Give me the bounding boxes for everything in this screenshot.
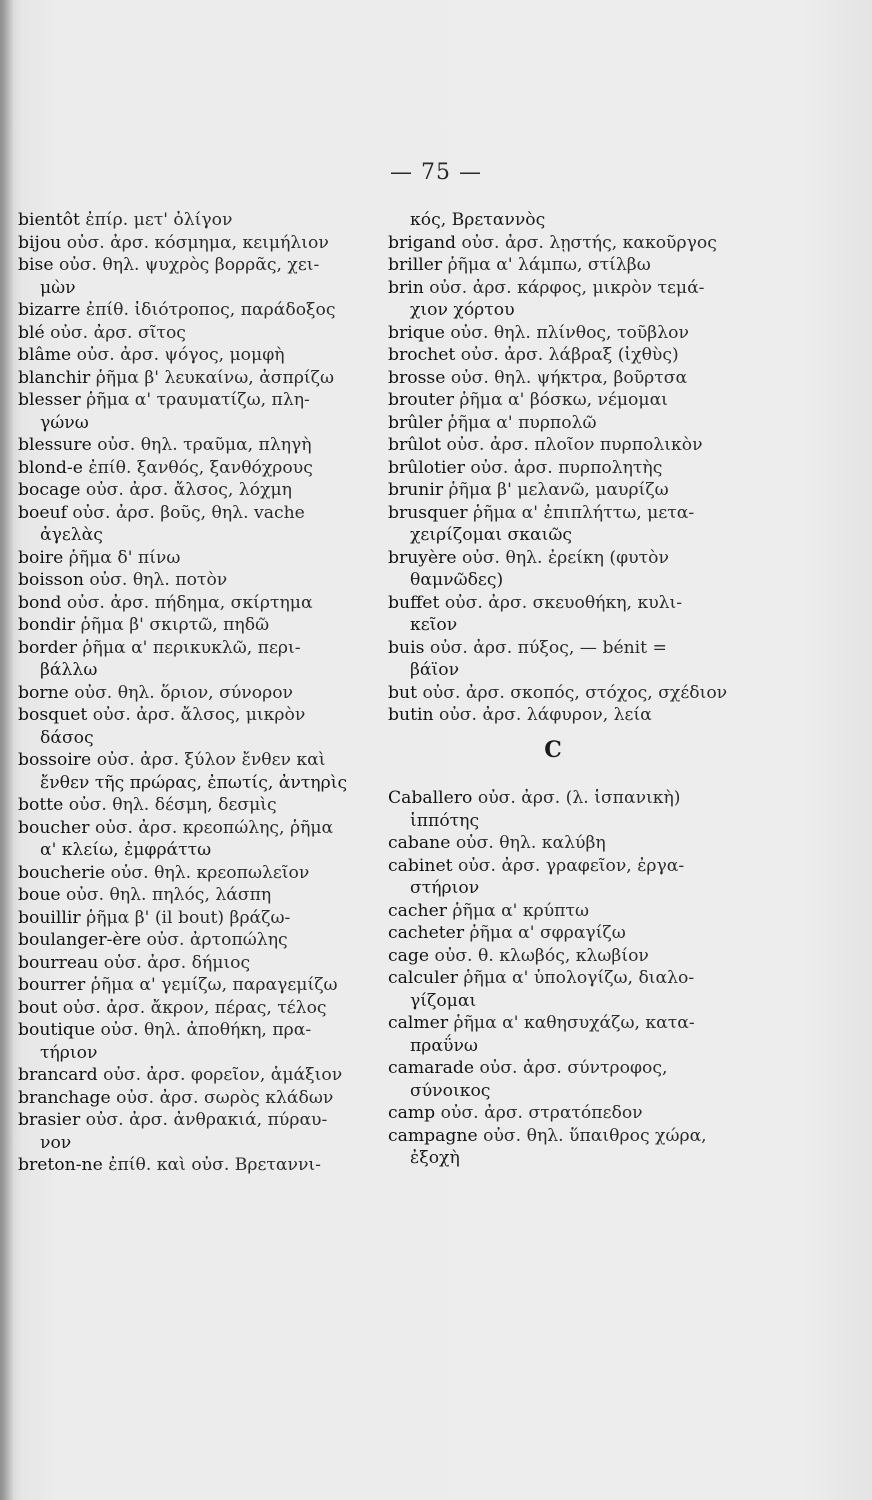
headword: boeuf [18, 502, 67, 523]
entry-continuation: τήριον [40, 1042, 98, 1063]
headword: boue [18, 885, 61, 905]
definition: οὐσ. ἀρτοπώλης [141, 930, 288, 950]
entry-continuation: κός, Βρεταννὸς [410, 210, 546, 230]
definition: οὐσ. ἀρσ. πυρπολητὴς [464, 457, 663, 478]
headword: brûlotier [388, 457, 465, 478]
headword: but [388, 682, 417, 703]
definition: οὐσ. ἀρσ. (λ. ἱσπανικὴ) [472, 788, 681, 808]
headword: butin [388, 705, 434, 725]
definition: οὐσ. ἀρσ. σκευοθήκη, κυλι- [439, 592, 683, 613]
definition: ῥῆμα α' σφραγίζω [464, 923, 626, 943]
dictionary-entry [388, 1012, 748, 1035]
dictionary-entry [388, 1102, 748, 1125]
headword: boulanger-ère [18, 930, 141, 950]
definition: οὐσ. ἀρσ. βοῦς, θηλ. vache [66, 502, 305, 523]
definition: οὐσ. θηλ. καλύβη [450, 833, 606, 853]
dictionary-entry [388, 704, 748, 727]
definition: οὐσ. θηλ. ψήκτρα, βοῦρτσα [445, 367, 688, 388]
definition: ἐπίθ. καὶ οὐσ. Βρεταννι- [102, 1155, 321, 1175]
dictionary-entry [18, 434, 366, 457]
headword: brasier [18, 1110, 81, 1130]
dictionary-entry [388, 922, 748, 945]
dictionary-entry [18, 592, 366, 615]
dictionary-entry [18, 862, 366, 885]
definition: ῥῆμα α' λάμπω, στίλβω [442, 255, 651, 275]
definition: ῥῆμα α' γεμίζω, παραγεμίζω [85, 975, 338, 995]
definition: οὐσ. ἀρσ. λῃστής, κακοῦργος [456, 232, 717, 253]
section-letter: C [544, 736, 562, 763]
headword: bouillir [18, 907, 81, 928]
definition: οὐσ. ἀρσ. κάρφος, μικρὸν τεμά- [423, 277, 705, 298]
headword: blesser [18, 390, 81, 410]
definition: ῥῆμα β' μελανῶ, μαυρίζω [443, 480, 669, 500]
dictionary-entry [18, 794, 366, 817]
definition: ῥῆμα α' ὑπολογίζω, διαλο- [457, 968, 695, 988]
headword: calculer [388, 968, 458, 988]
dictionary-entry [18, 1064, 366, 1087]
definition: οὐσ. θηλ. ποτὸν [83, 570, 228, 590]
entry-continuation: δάσος [40, 727, 94, 748]
dictionary-entry [18, 997, 366, 1020]
definition: οὐσ. ἀρσ. σύντροφος, [474, 1058, 668, 1078]
headword: bocage [18, 480, 81, 500]
definition: ῥῆμα α' καθησυχάζω, κατα- [448, 1013, 695, 1033]
dictionary-entry [18, 884, 366, 907]
headword: boisson [18, 570, 84, 590]
headword: cacheter [388, 923, 465, 943]
headword: blé [18, 322, 45, 343]
definition: ἐπίρ. μετ' ὀλίγον [79, 210, 233, 230]
dictionary-entry [18, 299, 366, 322]
headword: blessure [18, 435, 92, 455]
definition: οὐσ. ἀρσ. κρεοπώλης, ῥῆμα [89, 817, 334, 838]
dictionary-entry [18, 637, 366, 660]
definition: οὐσ. ἀρσ. ψόγος, μομφὴ [71, 345, 285, 365]
dictionary-entry [388, 344, 748, 367]
definition: οὐσ. ἀρσ. γραφεῖον, ἐργα- [452, 855, 685, 876]
headword: buffet [388, 592, 440, 613]
dictionary-entry [388, 832, 748, 855]
entry-continuation: βάϊον [410, 660, 460, 680]
dictionary-entry [18, 952, 366, 975]
entry-continuation: νον [40, 1132, 72, 1153]
dictionary-entry [388, 945, 748, 968]
headword: bourreau [18, 952, 99, 973]
dictionary-entry [18, 929, 366, 952]
dictionary-entry [18, 569, 366, 592]
definition: οὐσ. ἀρσ. σωρὸς κλάδων [110, 1087, 334, 1108]
dictionary-entry [388, 322, 748, 345]
headword: brique [388, 322, 445, 343]
headword: bizarre [18, 300, 81, 320]
headword: brûler [388, 412, 443, 433]
headword: brûlot [388, 435, 442, 455]
headword: brancard [18, 1065, 98, 1085]
definition: οὐσ. θ. κλωβός, κλωβίον [429, 945, 649, 966]
dictionary-entry [388, 389, 748, 412]
dictionary-entry [388, 787, 748, 810]
right-column-top [388, 209, 748, 727]
headword: blâme [18, 345, 72, 365]
headword: boire [18, 547, 64, 568]
headword: cacher [388, 900, 447, 921]
dictionary-entry [18, 344, 366, 367]
headword: buis [388, 637, 425, 658]
dictionary-entry [18, 749, 366, 772]
dictionary-entry [18, 907, 366, 930]
headword: breton-ne [18, 1155, 103, 1175]
dictionary-entry [18, 389, 366, 412]
dictionary-entry [388, 479, 748, 502]
definition: οὐσ. ἀρσ. ἄλσος, μικρὸν [87, 705, 306, 725]
headword: brochet [388, 345, 456, 365]
headword: Caballero [388, 788, 473, 808]
entry-continuation: γώνω [40, 412, 89, 433]
definition: οὐσ. ἀρσ. λάφυρον, λεία [433, 705, 652, 725]
headword: brusquer [388, 502, 468, 523]
headword: blanchir [18, 367, 91, 388]
entry-continuation: ἱππότης [410, 810, 480, 831]
dictionary-entry [388, 254, 748, 277]
dictionary-entry [18, 209, 366, 232]
definition: οὐσ. ἀρσ. σῖτος [44, 322, 186, 343]
dictionary-entry [18, 974, 366, 997]
definition: ῥῆμα α' τραυματίζω, πλη- [80, 390, 310, 410]
dictionary-entry [18, 1087, 366, 1110]
definition: οὐσ. θηλ. δέσμη, δεσμὶς [63, 795, 277, 815]
dictionary-entry [388, 434, 748, 457]
headword: bientôt [18, 210, 80, 230]
definition: οὐσ. ἀρσ. πλοῖον πυρπολικὸν [441, 435, 703, 455]
dictionary-entry [18, 232, 366, 255]
headword: brosse [388, 367, 446, 388]
headword: bijou [18, 232, 62, 253]
entry-continuation: χειρίζομαι σκαιῶς [410, 525, 573, 545]
entry-continuation: μὼν [40, 277, 76, 298]
entry-continuation: κεῖον [410, 615, 458, 635]
dictionary-entry [18, 1019, 366, 1042]
dictionary-entry [18, 367, 366, 390]
entry-continuation: στήριον [410, 878, 480, 898]
definition: οὐσ. θηλ. τραῦμα, πληγὴ [91, 435, 312, 455]
definition: οὐσ. θηλ. κρεοπωλεῖον [105, 862, 310, 883]
dictionary-entry [18, 254, 366, 277]
dictionary-entry [18, 817, 366, 840]
dictionary-entry [388, 232, 748, 255]
definition: ῥῆμα α' πυρπολῶ [442, 412, 597, 433]
entry-continuation: ἔνθεν τῆς πρώρας, ἐπωτίς, ἀντηρὶς [40, 772, 348, 793]
headword: branchage [18, 1087, 111, 1108]
definition: οὐσ. ἀρσ. ἀνθρακιά, πύραυ- [80, 1110, 328, 1130]
right-column-bottom [388, 787, 748, 1170]
definition: οὐσ. θηλ. ψυχρὸς βορρᾶς, χει- [53, 255, 320, 275]
dictionary-entry [388, 367, 748, 390]
dictionary-entry [18, 479, 366, 502]
headword: boucherie [18, 862, 106, 883]
entry-continuation: α' κλείω, ἐμφράττω [40, 840, 212, 860]
left-column [18, 209, 366, 1177]
definition: οὐσ. ἀρσ. ἄκρον, πέρας, τέλος [57, 997, 327, 1018]
definition: ῥῆμα δ' πίνω [63, 547, 181, 568]
definition: οὐσ. θηλ. ὅριον, σύνορον [68, 682, 293, 703]
definition: οὐσ. θηλ. πλίνθος, τοῦβλον [444, 322, 689, 343]
dictionary-entry [388, 900, 748, 923]
dictionary-entry [388, 1125, 748, 1148]
headword: blond-e [18, 457, 83, 478]
dictionary-entry [388, 277, 748, 300]
entry-continuation: ἀγελὰς [40, 525, 103, 545]
definition: οὐσ. θηλ. ἀποθήκη, πρα- [95, 1020, 312, 1040]
entry-continuation: γίζομαι [410, 990, 477, 1011]
headword: brouter [388, 390, 454, 410]
entry-continuation: σύνοικος [410, 1080, 491, 1101]
dictionary-entry [18, 1109, 366, 1132]
dictionary-entry [388, 502, 748, 525]
headword: border [18, 637, 77, 658]
headword: brin [388, 277, 424, 298]
definition: οὐσ. θηλ. ἐρείκη (φυτὸν [456, 547, 669, 568]
definition: ἐπίθ. ἰδιότροπος, παράδοξος [80, 300, 336, 320]
headword: camarade [388, 1058, 475, 1078]
dictionary-entry [18, 322, 366, 345]
headword: calmer [388, 1013, 449, 1033]
headword: bond [18, 592, 62, 613]
definition: ῥῆμα α' κρύπτω [446, 900, 589, 921]
definition: οὐσ. ἀρσ. φορεῖον, ἁμάξιον [97, 1065, 343, 1085]
headword: camp [388, 1103, 436, 1123]
page-number: — 75 — [390, 160, 482, 185]
headword: brigand [388, 232, 457, 253]
definition: ἐπίθ. ξανθός, ξανθόχρους [82, 457, 313, 478]
dictionary-entry [18, 547, 366, 570]
definition: οὐσ. ἀρσ. στρατόπεδον [435, 1103, 643, 1123]
headword: bondir [18, 615, 76, 635]
headword: cage [388, 945, 430, 966]
headword: boucher [18, 817, 90, 838]
entry-continuation: θαμνῶδες) [410, 570, 504, 590]
entry-continuation: χιον χόρτου [410, 300, 515, 320]
headword: cabane [388, 833, 451, 853]
headword: brunir [388, 480, 444, 500]
entry-continuation: πραΰνω [410, 1035, 478, 1056]
definition: ῥῆμα α' περικυκλῶ, περι- [76, 637, 301, 658]
definition: οὐσ. θηλ. πηλός, λάσπη [60, 885, 272, 905]
headword: campagne [388, 1125, 478, 1146]
headword: briller [388, 255, 443, 275]
dictionary-entry [18, 682, 366, 705]
definition: ῥῆμα α' ἐπιπλήττω, μετα- [467, 502, 695, 523]
headword: bourrer [18, 975, 86, 995]
headword: boutique [18, 1020, 96, 1040]
dictionary-entry [18, 502, 366, 525]
definition: οὐσ. ἀρσ. σκοπός, στόχος, σχέδιον [416, 682, 728, 703]
dictionary-entry [18, 457, 366, 480]
definition: οὐσ. ἀρσ. πύξος, — bénit = [424, 637, 667, 658]
dictionary-entry [388, 547, 748, 570]
dictionary-entry [18, 614, 366, 637]
dictionary-entry [388, 967, 748, 990]
definition: οὐσ. ἀρσ. ξύλον ἔνθεν καὶ [91, 750, 326, 770]
headword: bruyère [388, 547, 457, 568]
definition: οὐσ. ἀρσ. κόσμημα, κειμήλιον [61, 232, 329, 253]
headword: bout [18, 997, 58, 1018]
definition: ῥῆμα β' λευκαίνω, ἀσπρίζω [90, 367, 334, 388]
definition: ῥῆμα β' (il bout) βράζω- [80, 907, 291, 928]
definition: οὐσ. ἀρσ. δήμιος [98, 952, 251, 973]
dictionary-entry [388, 1057, 748, 1080]
dictionary-entry [388, 457, 748, 480]
definition: οὐσ. ἀρσ. πήδημα, σκίρτημα [61, 592, 313, 613]
definition: οὐσ. ἀρσ. ἄλσος, λόχμη [80, 480, 292, 500]
entry-continuation: βάλλω [40, 660, 98, 680]
entry-continuation: ἐξοχὴ [410, 1148, 460, 1168]
headword: botte [18, 795, 64, 815]
headword: bosquet [18, 705, 88, 725]
dictionary-entry [388, 637, 748, 660]
dictionary-entry [388, 682, 748, 705]
dictionary-entry [18, 704, 366, 727]
dictionary-entry [18, 1154, 366, 1177]
headword: cabinet [388, 855, 453, 876]
definition: οὐσ. θηλ. ὕπαιθρος χώρα, [477, 1125, 707, 1146]
definition: οὐσ. ἀρσ. λάβραξ (ἰχθὺς) [455, 345, 679, 365]
spine-shadow [0, 0, 14, 1500]
dictionary-entry [388, 592, 748, 615]
dictionary-entry [388, 412, 748, 435]
dictionary-entry [388, 855, 748, 878]
right-column [388, 209, 748, 1170]
headword: bossoire [18, 750, 92, 770]
headword: bise [18, 255, 54, 275]
headword: borne [18, 682, 69, 703]
definition: ῥῆμα α' βόσκω, νέμομαι [453, 390, 668, 410]
definition: ῥῆμα β' σκιρτῶ, πηδῶ [75, 615, 270, 635]
